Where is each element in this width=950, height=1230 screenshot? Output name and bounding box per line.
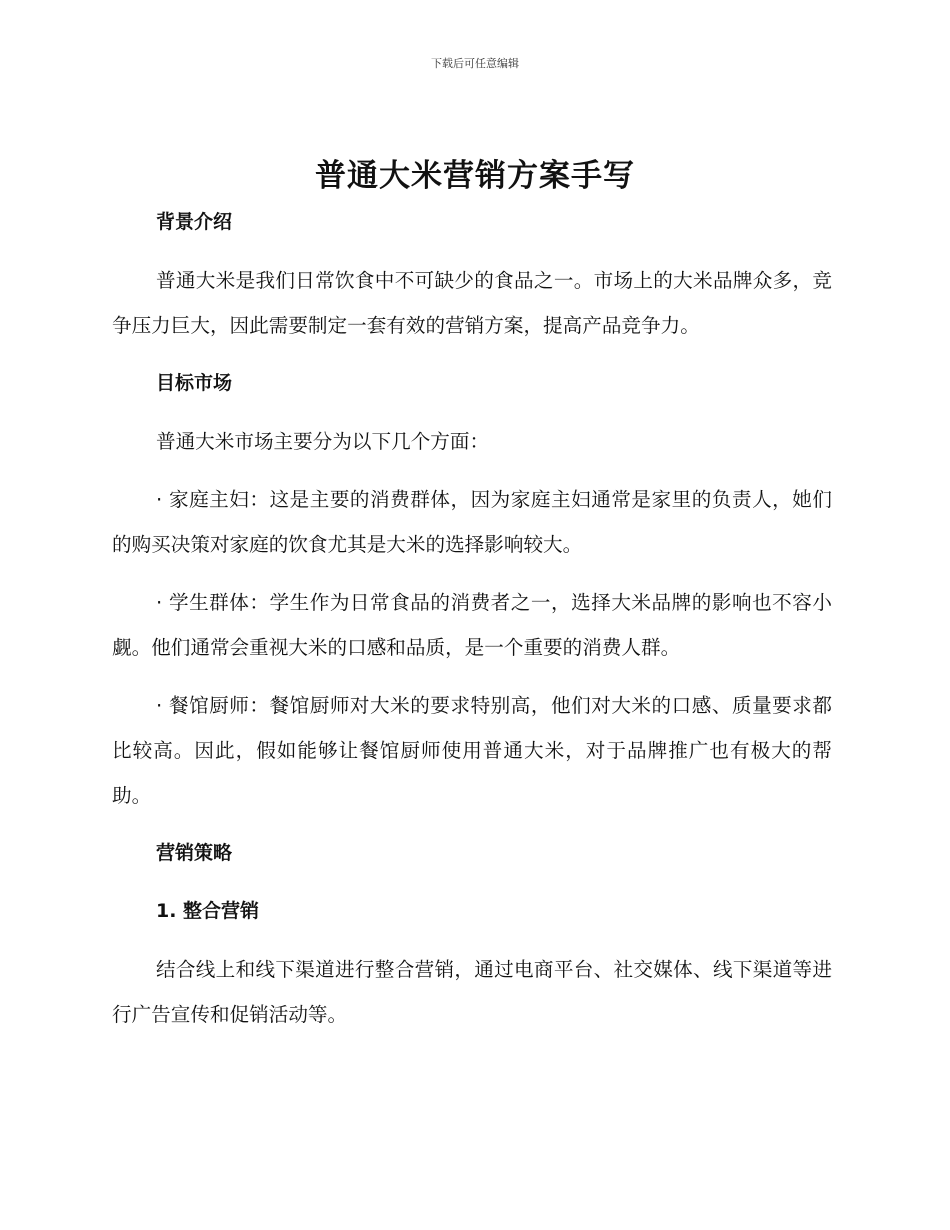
background-paragraph: 普通大米是我们日常饮食中不可缺少的食品之一。市场上的大米品牌众多，竞争压力巨大，因此需要制定一套有效的营销方案，提高产品竞争力。 [112,269,832,337]
page-title: 普通大米营销方案手写 [315,158,635,194]
section-heading-background: 背景介绍 [156,211,233,233]
header-note: 下载后可任意编辑 [431,57,519,70]
section-heading-strategy: 营销策略 [156,842,233,864]
bullet-chefs: · 餐馆厨师：餐馆厨师对大米的要求特别高，他们对大米的口感、质量要求都比较高。因此，假如能够让餐馆厨师使用普通大米，对于品牌推广也有极大的帮助。 [112,694,832,807]
bullet-housewives: · 家庭主妇：这是主要的消费群体，因为家庭主妇通常是家里的负责人，她们的购买决策对家庭的饮食尤其是大米的选择影响较大。 [112,488,832,556]
subsection-heading-integrated-marketing: 1. 整合营销 [156,900,260,922]
document-body [112,200,832,1050]
integrated-marketing-paragraph: 结合线上和线下渠道进行整合营销，通过电商平台、社交媒体、线下渠道等进行广告宣传和促销活动等。 [112,958,832,1026]
section-heading-target-market: 目标市场 [156,372,233,394]
target-market-intro: 普通大米市场主要分为以下几个方面： [156,430,490,453]
bullet-students: · 学生群体：学生作为日常食品的消费者之一，选择大米品牌的影响也不容小觑。他们通常会重视大米的口感和品质，是一个重要的消费人群。 [112,591,832,659]
